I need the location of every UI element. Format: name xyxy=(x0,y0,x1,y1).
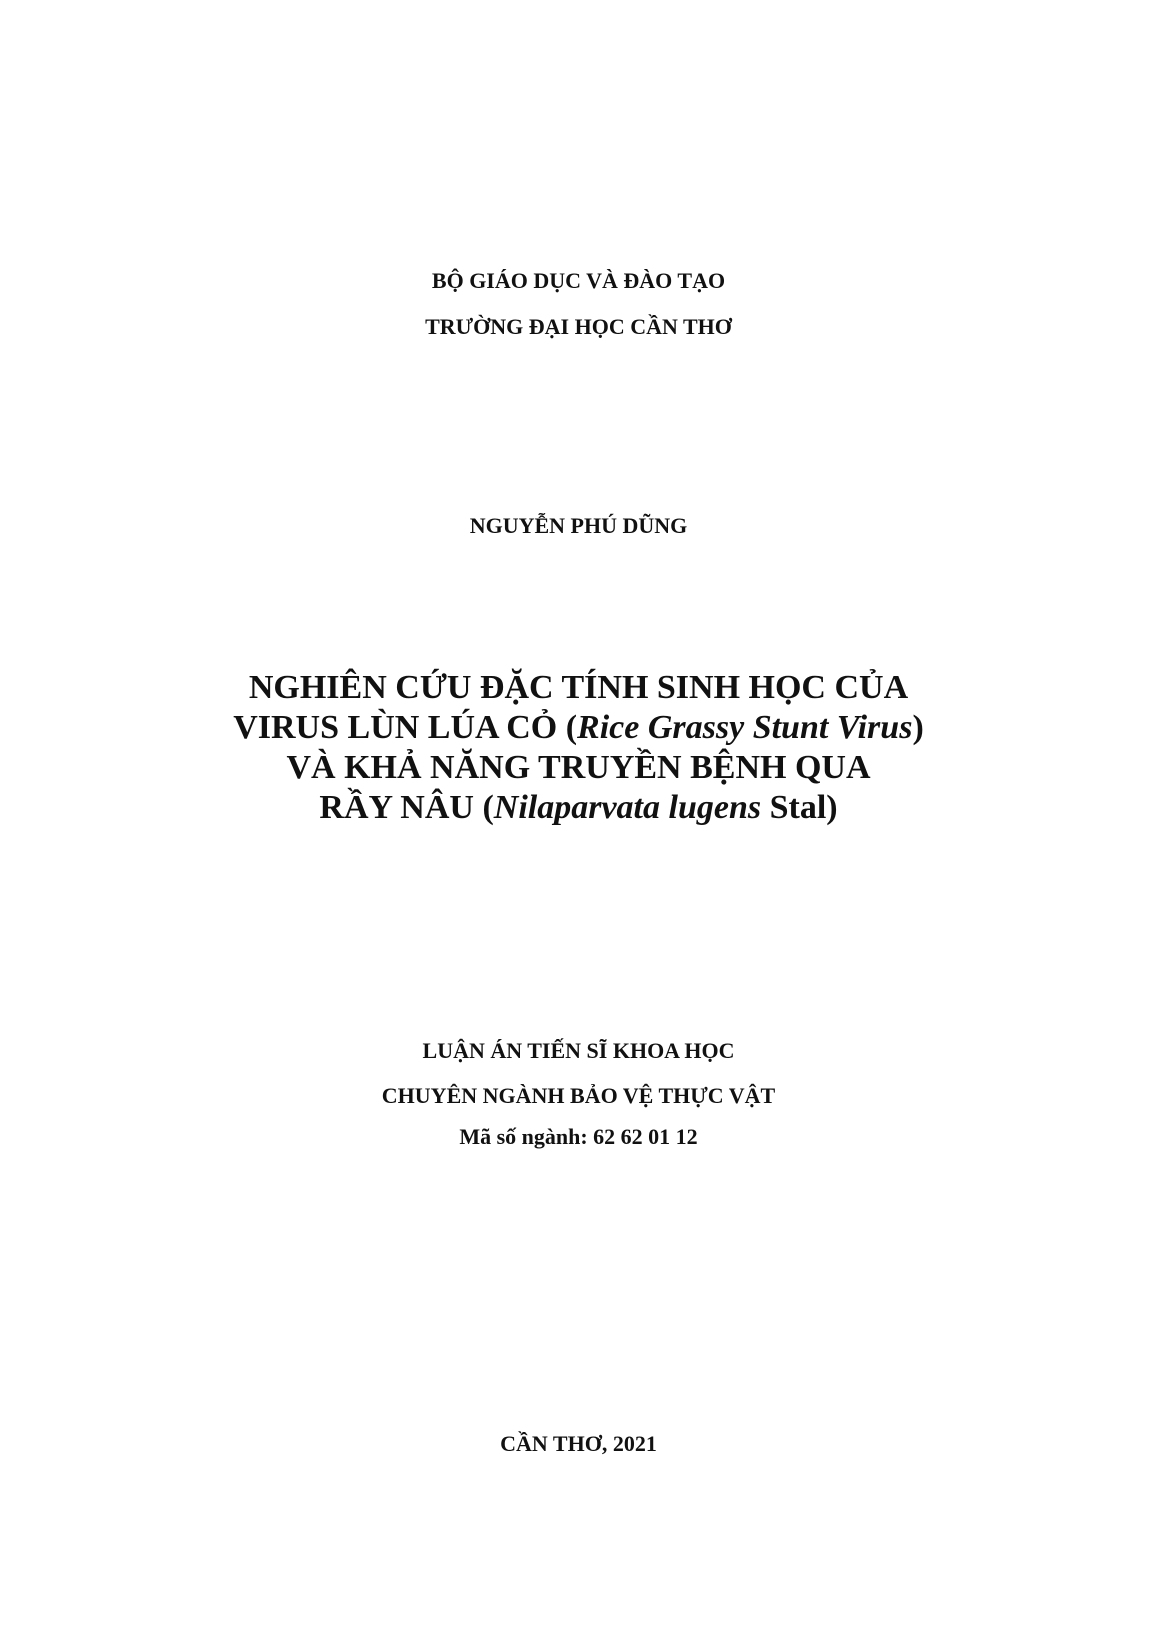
university-name: TRƯỜNG ĐẠI HỌC CẦN THƠ xyxy=(425,314,732,339)
title-line-2 xyxy=(0,708,1157,748)
title-line-4-suffix: Stal) xyxy=(761,789,838,826)
title-line-4-scientific-name: Nilaparvata lugens xyxy=(493,789,762,826)
place-and-year: CẦN THƠ, 2021 xyxy=(500,1431,657,1456)
degree-type: LUẬN ÁN TIẾN SĨ KHOA HỌC xyxy=(422,1038,735,1063)
author-name: NGUYỄN PHÚ DŨNG xyxy=(469,513,688,538)
major-code: Mã số ngành: 62 62 01 12 xyxy=(459,1124,698,1149)
title-line-2-scientific-name: Rice Grassy Stunt Virus xyxy=(577,709,913,746)
title-line-4 xyxy=(0,788,1157,828)
title-line-2-prefix: VIRUS LÙN LÚA CỎ ( xyxy=(233,709,578,746)
ministry-name: BỘ GIÁO DỤC VÀ ĐÀO TẠO xyxy=(431,268,726,293)
title-line-1: NGHIÊN CỨU ĐẶC TÍNH SINH HỌC CỦA xyxy=(248,669,909,706)
title-line-3: VÀ KHẢ NĂNG TRUYỀN BỆNH QUA xyxy=(286,749,871,786)
title-line-2-suffix: ) xyxy=(912,709,924,746)
title-line-4-prefix: RẦY NÂU ( xyxy=(319,789,494,826)
degree-major: CHUYÊN NGÀNH BẢO VỆ THỰC VẬT xyxy=(381,1083,776,1108)
